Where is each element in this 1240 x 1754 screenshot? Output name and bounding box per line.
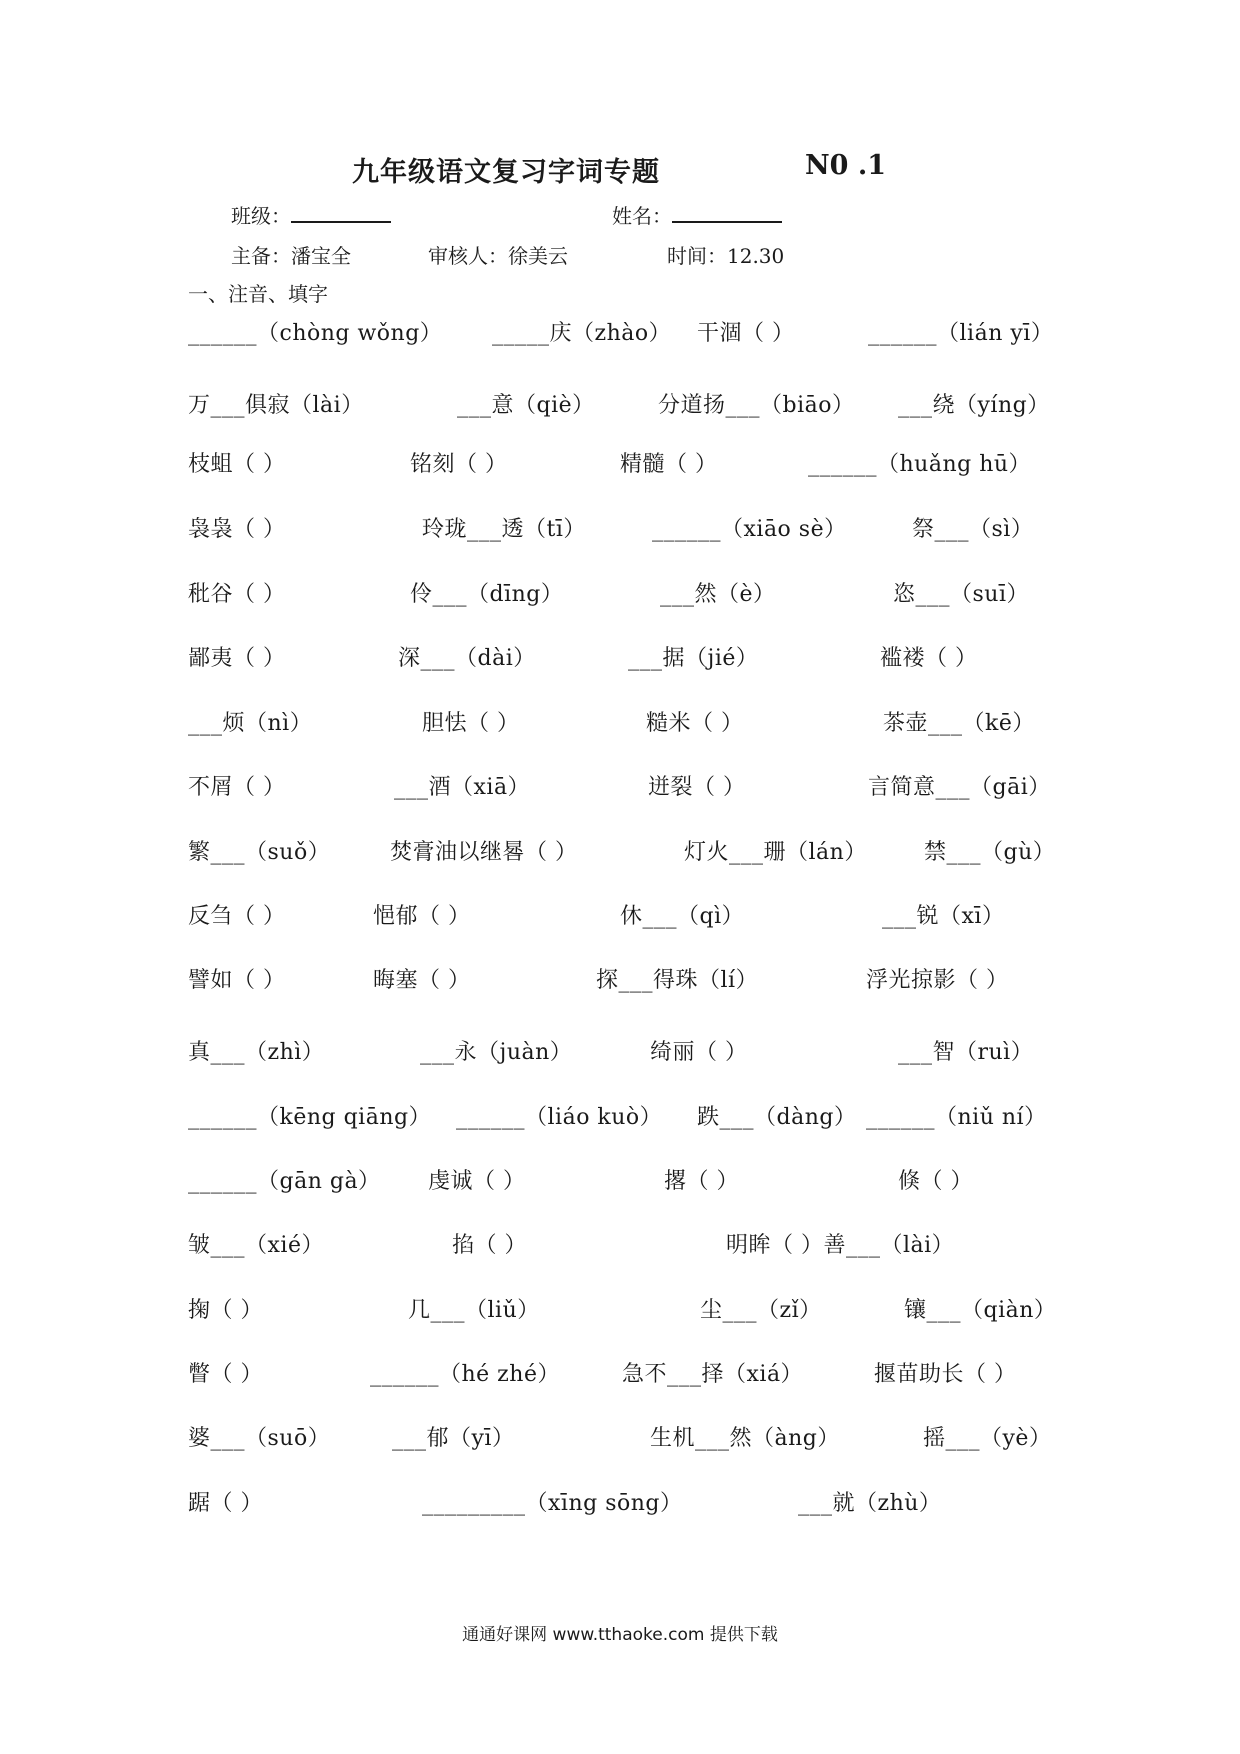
exercise-item: 恣___（suī） [893, 582, 1029, 607]
class-blank [291, 201, 391, 223]
exercise-item: 秕谷（ ） [188, 582, 286, 607]
exercise-item: 铭刻（ ） [410, 452, 508, 477]
exercise-item: 虔诚（ ） [428, 1169, 526, 1194]
exercise-item: 繁___（suǒ） [188, 840, 331, 865]
exercise-item: ___然（è） [660, 582, 776, 607]
exercise-item: _________（xīng sōng） [422, 1491, 683, 1516]
exercise-item: ___智（ruì） [898, 1040, 1034, 1065]
exercise-row [0, 963, 1240, 999]
exercise-item: ______（huǎng hū） [808, 452, 1032, 477]
exercise-item: 枝蛆（ ） [188, 452, 286, 477]
exercise-row [0, 770, 1240, 806]
exercise-item: 伶___（dīng） [410, 582, 564, 607]
exercise-row [0, 1100, 1240, 1136]
exercise-item: 万___俱寂（lài） [188, 393, 364, 418]
exercise-item: 探___得珠（lí） [596, 968, 759, 993]
exercise-row [0, 388, 1240, 424]
exercise-item: 干涸（ ） [697, 321, 795, 346]
page-title: 九年级语文复习字词专题 [352, 157, 660, 188]
exercise-item: 精髓（ ） [620, 452, 718, 477]
exercise-item: 祭___（sì） [912, 517, 1034, 542]
exercise-row [0, 1421, 1240, 1457]
exercise-row [0, 1164, 1240, 1200]
exercise-item: 摇___（yè） [923, 1426, 1052, 1451]
exercise-item: 倏（ ） [898, 1169, 973, 1194]
exercise-item: 瞥（ ） [188, 1362, 263, 1387]
exercise-item: ___意（qiè） [457, 393, 595, 418]
exercise-row [0, 512, 1240, 548]
class-label: 班级： [231, 204, 291, 228]
exercise-item: 撂（ ） [664, 1169, 739, 1194]
exercise-item: 袅袅（ ） [188, 517, 286, 542]
exercise-item: ______（gān gà） [188, 1169, 381, 1194]
exercise-item: 明眸（ ）善___（lài） [726, 1233, 955, 1258]
exercise-item: ______（lián yī） [868, 321, 1054, 346]
exercise-item: 鄙夷（ ） [188, 646, 286, 671]
exercise-item: 深___（dài） [398, 646, 536, 671]
preparer: 主备：潘宝全 [231, 244, 351, 268]
exercise-item: 掐（ ） [452, 1233, 527, 1258]
exercise-item: 踞（ ） [188, 1491, 263, 1516]
exercise-item: 譬如（ ） [188, 968, 286, 993]
exercise-item: 反刍（ ） [188, 904, 286, 929]
exercise-item: 灯火___珊（lán） [684, 840, 867, 865]
exercise-row [0, 1035, 1240, 1071]
footer-credit: 通通好课网 www.tthaoke.com 提供下载 [462, 1625, 778, 1645]
exercise-row [0, 1293, 1240, 1329]
exercise-item: ___烦（nì） [188, 711, 313, 736]
exercise-item: 生机___然（àng） [650, 1426, 840, 1451]
exercise-item: 镶___（qiàn） [904, 1298, 1057, 1323]
exercise-item: ______（hé zhé） [370, 1362, 560, 1387]
class-field [231, 200, 391, 229]
exercise-row [0, 1486, 1240, 1522]
name-blank [672, 201, 782, 223]
date-time: 时间：12.30 [667, 244, 785, 268]
exercise-item: ___锐（xī） [882, 904, 1005, 929]
exercise-item: 婆___（suō） [188, 1426, 331, 1451]
reviewer: 审核人：徐美云 [428, 244, 568, 268]
exercise-row [0, 641, 1240, 677]
exercise-item: 揠苗助长（ ） [874, 1362, 1017, 1387]
exercise-row [0, 706, 1240, 742]
exercise-item: ___就（zhù） [798, 1491, 942, 1516]
exercise-item: 糙米（ ） [646, 711, 744, 736]
exercise-row [0, 316, 1240, 352]
exercise-row [0, 1357, 1240, 1393]
exercise-item: 皱___（xié） [188, 1233, 324, 1258]
exercise-item: ______（kēng qiāng） [188, 1105, 432, 1130]
exercise-item: 分道扬___（biāo） [658, 393, 855, 418]
section-title: 一、注音、填字 [188, 282, 328, 306]
exercise-item: 褴褛（ ） [880, 646, 978, 671]
exercise-row [0, 899, 1240, 935]
exercise-item: 尘___（zǐ） [700, 1298, 822, 1323]
exercise-item: ___酒（xiā） [394, 775, 531, 800]
exercise-item: ___据（jié） [628, 646, 759, 671]
exercise-item: 胆怯（ ） [422, 711, 520, 736]
name-label: 姓名： [612, 204, 672, 228]
exercise-item: 悒郁（ ） [373, 904, 471, 929]
exercise-item: 真___（zhì） [188, 1040, 325, 1065]
exercise-item: 休___（qì） [620, 904, 745, 929]
exercise-item: ___永（juàn） [420, 1040, 573, 1065]
exercise-item: 几___（liǔ） [408, 1298, 540, 1323]
exercise-item: ______（xiāo sè） [652, 517, 847, 542]
exercise-item: ______（niǔ ní） [866, 1105, 1047, 1130]
exercise-item: 绮丽（ ） [650, 1040, 748, 1065]
worksheet-number: N0 .1 [805, 150, 887, 181]
exercise-item: ___郁（yī） [392, 1426, 515, 1451]
title-row [0, 150, 1240, 194]
staff-info-line [0, 240, 1240, 272]
exercise-item: 玲珑___透（tī） [422, 517, 586, 542]
exercise-item: 急不___择（xiá） [622, 1362, 804, 1387]
exercise-item: 跌___（dàng） [697, 1105, 857, 1130]
name-field [612, 200, 782, 229]
exercise-item: ______（liáo kuò） [456, 1105, 663, 1130]
exercise-item: 掬（ ） [188, 1298, 263, 1323]
exercise-item: 晦塞（ ） [373, 968, 471, 993]
exercise-item: 茶壶___（kē） [883, 711, 1035, 736]
exercise-item: 焚膏油以继晷（ ） [390, 840, 578, 865]
exercise-row [0, 835, 1240, 871]
exercise-row [0, 447, 1240, 483]
exercise-item: 言简意___（gāi） [868, 775, 1051, 800]
exercise-item: 禁___（gù） [924, 840, 1056, 865]
exercise-item: 不屑（ ） [188, 775, 286, 800]
exercise-item: 浮光掠影（ ） [866, 968, 1009, 993]
exercise-item: ___绕（yíng） [898, 393, 1050, 418]
exercise-item: ______（chòng wǒng） [188, 321, 443, 346]
exercise-item: _____庆（zhào） [492, 321, 672, 346]
student-info-line [0, 200, 1240, 232]
exercise-row [0, 577, 1240, 613]
exercise-row [0, 1228, 1240, 1264]
exercise-item: 迸裂（ ） [648, 775, 746, 800]
